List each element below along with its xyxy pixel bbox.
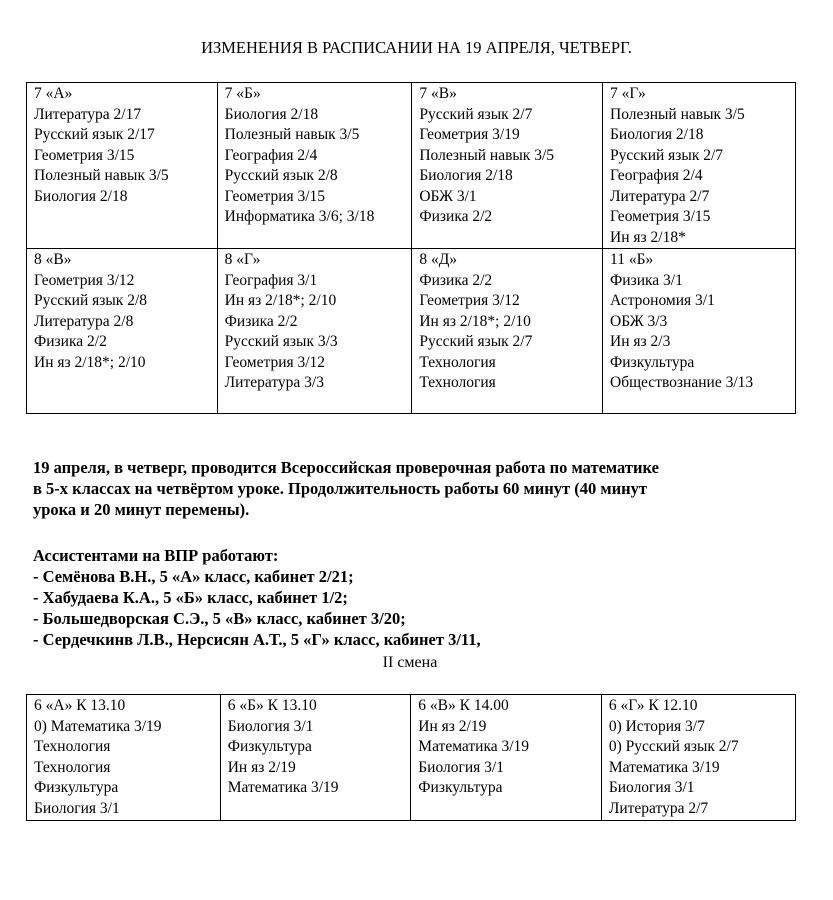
lesson-entry: Ин яз 2/19 <box>418 717 487 735</box>
lesson-entry: Полезный навык 3/5 <box>224 126 360 143</box>
class-header: 6 «Б» К 13.10 <box>227 697 317 714</box>
lesson-entry: Биология 3/1 <box>608 779 695 796</box>
vpr-notice <box>33 457 813 520</box>
lesson-entry: Ин яз 2/18*; 2/10 <box>224 292 337 309</box>
lesson-entry: Биология 2/18 <box>419 167 513 184</box>
table-row <box>27 249 796 414</box>
class-header: 7 «Г» <box>610 85 646 102</box>
lesson-entry: Ин яз 2/19 <box>227 758 296 776</box>
page-title: ИЗМЕНЕНИЯ В РАСПИСАНИИ НА 19 АПРЕЛЯ, ЧЕТВЕРГ. <box>201 38 632 57</box>
assistant-line: Ассистентами на ВПР работают: <box>33 546 279 565</box>
lesson-entry: Математика 3/19 <box>608 758 720 776</box>
class-schedule-cell <box>27 83 218 249</box>
lesson-entry: Технология <box>34 758 111 776</box>
lesson-entry: Литература 2/17 <box>34 105 142 123</box>
notice-line: урока и 20 минут перемены). <box>33 500 250 519</box>
lesson-entry: Литература 2/7 <box>610 187 710 205</box>
lesson-entry: Физика 2/2 <box>34 333 107 350</box>
lesson-entry: 0) История 3/7 <box>608 717 705 735</box>
lesson-entry: Математика 3/19 <box>227 779 339 796</box>
lesson-entry: Полезный навык 3/5 <box>419 146 555 164</box>
class-schedule-cell <box>217 249 412 414</box>
lesson-entry: География 2/4 <box>610 167 703 184</box>
lesson-entry: Русский язык 2/17 <box>34 126 155 143</box>
class-header: 8 «Д» <box>419 251 458 268</box>
notice-line: 19 апреля, в четверг, проводится Всероссийская проверочная работа по математике <box>33 458 659 477</box>
lesson-entry: Литература 3/3 <box>224 374 324 391</box>
class-schedule-cell <box>412 249 603 414</box>
lesson-entry: Геометрия 3/15 <box>34 146 135 164</box>
lesson-entry: Математика 3/19 <box>418 738 530 755</box>
lesson-entry: Технология <box>34 738 111 755</box>
lesson-entry: Геометрия 3/19 <box>419 126 520 143</box>
assistant-line: - Хабудаева К.А., 5 «Б» класс, кабинет 1/2; <box>33 588 348 607</box>
assistant-line: - Большедворская С.Э., 5 «В» класс, кабинет 3/20; <box>33 609 406 628</box>
lesson-entry: Физика 3/1 <box>610 271 683 289</box>
lesson-entry: Биология 2/18 <box>224 105 319 123</box>
shift-label: II смена <box>382 654 438 671</box>
lesson-entry: Русский язык 2/8 <box>224 167 338 184</box>
lesson-entry: Биология 2/18 <box>610 126 704 143</box>
lesson-entry: Биология 2/18 <box>34 187 128 205</box>
lesson-entry: Русский язык 2/7 <box>419 105 533 123</box>
assistant-line: - Сердечкинв Л.В., Нерсисян А.Т., 5 «Г» класс, кабинет 3/11, <box>33 630 481 649</box>
lesson-entry: Ин яз 2/18*; 2/10 <box>419 312 531 330</box>
lesson-entry: ОБЖ 3/1 <box>419 187 477 205</box>
lesson-entry: 0) Математика 3/19 <box>34 717 162 735</box>
lesson-entry: Геометрия 3/15 <box>224 187 326 205</box>
lesson-entry: Ин яз 2/3 <box>610 333 671 350</box>
class-header: 6 «А» К 13.10 <box>34 697 126 714</box>
lesson-entry: ОБЖ 3/3 <box>610 312 668 330</box>
class-header: 8 «В» <box>34 251 72 268</box>
table-row <box>27 695 796 821</box>
lesson-entry: Русский язык 2/8 <box>34 292 148 309</box>
class-header: 6 «Г» К 12.10 <box>608 697 698 714</box>
lesson-entry: Физика 2/2 <box>224 312 298 330</box>
lesson-entry: Русский язык 2/7 <box>419 333 533 350</box>
class-schedule-cell <box>603 83 796 249</box>
lesson-entry: Литература 2/7 <box>608 799 709 817</box>
lesson-entry: Физкультура <box>418 779 503 796</box>
lesson-entry: Геометрия 3/15 <box>610 208 711 225</box>
class-schedule-cell <box>220 695 411 821</box>
lesson-entry: Физика 2/2 <box>419 208 493 225</box>
class-header: 8 «Г» <box>224 251 261 268</box>
lesson-entry: Геометрия 3/12 <box>224 353 326 371</box>
lesson-entry: Физкультура <box>34 779 119 796</box>
lesson-entry: Литература 2/8 <box>34 312 134 330</box>
lesson-entry: Информатика 3/6; 3/18 <box>224 208 375 225</box>
class-schedule-cell <box>27 695 221 821</box>
class-header: 7 «А» <box>34 85 73 102</box>
schedule-table-second-shift <box>26 694 796 821</box>
lesson-entry: Русский язык 3/3 <box>224 333 338 350</box>
class-schedule-cell <box>217 83 412 249</box>
class-header: 7 «Б» <box>224 85 261 102</box>
lesson-entry: Астрономия 3/1 <box>610 292 715 309</box>
class-header: 11 «Б» <box>610 251 654 268</box>
lesson-entry: Полезный навык 3/5 <box>34 167 169 184</box>
assistant-line: - Семёнова В.Н., 5 «А» класс, кабинет 2/21; <box>33 567 354 586</box>
lesson-entry: Физкультура <box>610 353 695 371</box>
lesson-entry: 0) Русский язык 2/7 <box>608 738 739 755</box>
class-header: 6 «В» К 14.00 <box>418 697 509 714</box>
lesson-entry: Биология 3/1 <box>227 717 314 735</box>
lesson-entry: Физика 2/2 <box>419 271 493 289</box>
lesson-entry: Биология 3/1 <box>34 799 120 817</box>
assistants-list <box>33 545 813 650</box>
lesson-entry: География 3/1 <box>224 271 318 289</box>
lesson-entry: Ин яз 2/18*; 2/10 <box>34 353 146 371</box>
class-schedule-cell <box>412 83 603 249</box>
class-schedule-cell <box>27 249 218 414</box>
lesson-entry: Геометрия 3/12 <box>34 271 135 289</box>
lesson-entry: География 2/4 <box>224 146 318 164</box>
lesson-entry: Биология 3/1 <box>418 758 504 776</box>
lesson-entry: Полезный навык 3/5 <box>610 105 745 123</box>
table-row <box>27 83 796 249</box>
lesson-entry: Физкультура <box>227 738 312 755</box>
notice-line: в 5-х классах на четвёртом уроке. Продолжительность работы 60 минут (40 минут <box>33 479 648 498</box>
lesson-entry: Геометрия 3/12 <box>419 292 520 309</box>
lesson-entry: Ин яз 2/18* <box>610 228 686 246</box>
class-header: 7 «В» <box>419 85 457 102</box>
lesson-entry: Обществознание 3/13 <box>610 374 754 391</box>
lesson-entry: Технология <box>419 353 496 371</box>
lesson-entry: Технология <box>419 374 496 391</box>
class-schedule-cell <box>601 695 795 821</box>
lesson-entry: Русский язык 2/7 <box>610 146 724 164</box>
class-schedule-cell <box>603 249 796 414</box>
class-schedule-cell <box>411 695 602 821</box>
schedule-table-changes <box>26 82 796 414</box>
